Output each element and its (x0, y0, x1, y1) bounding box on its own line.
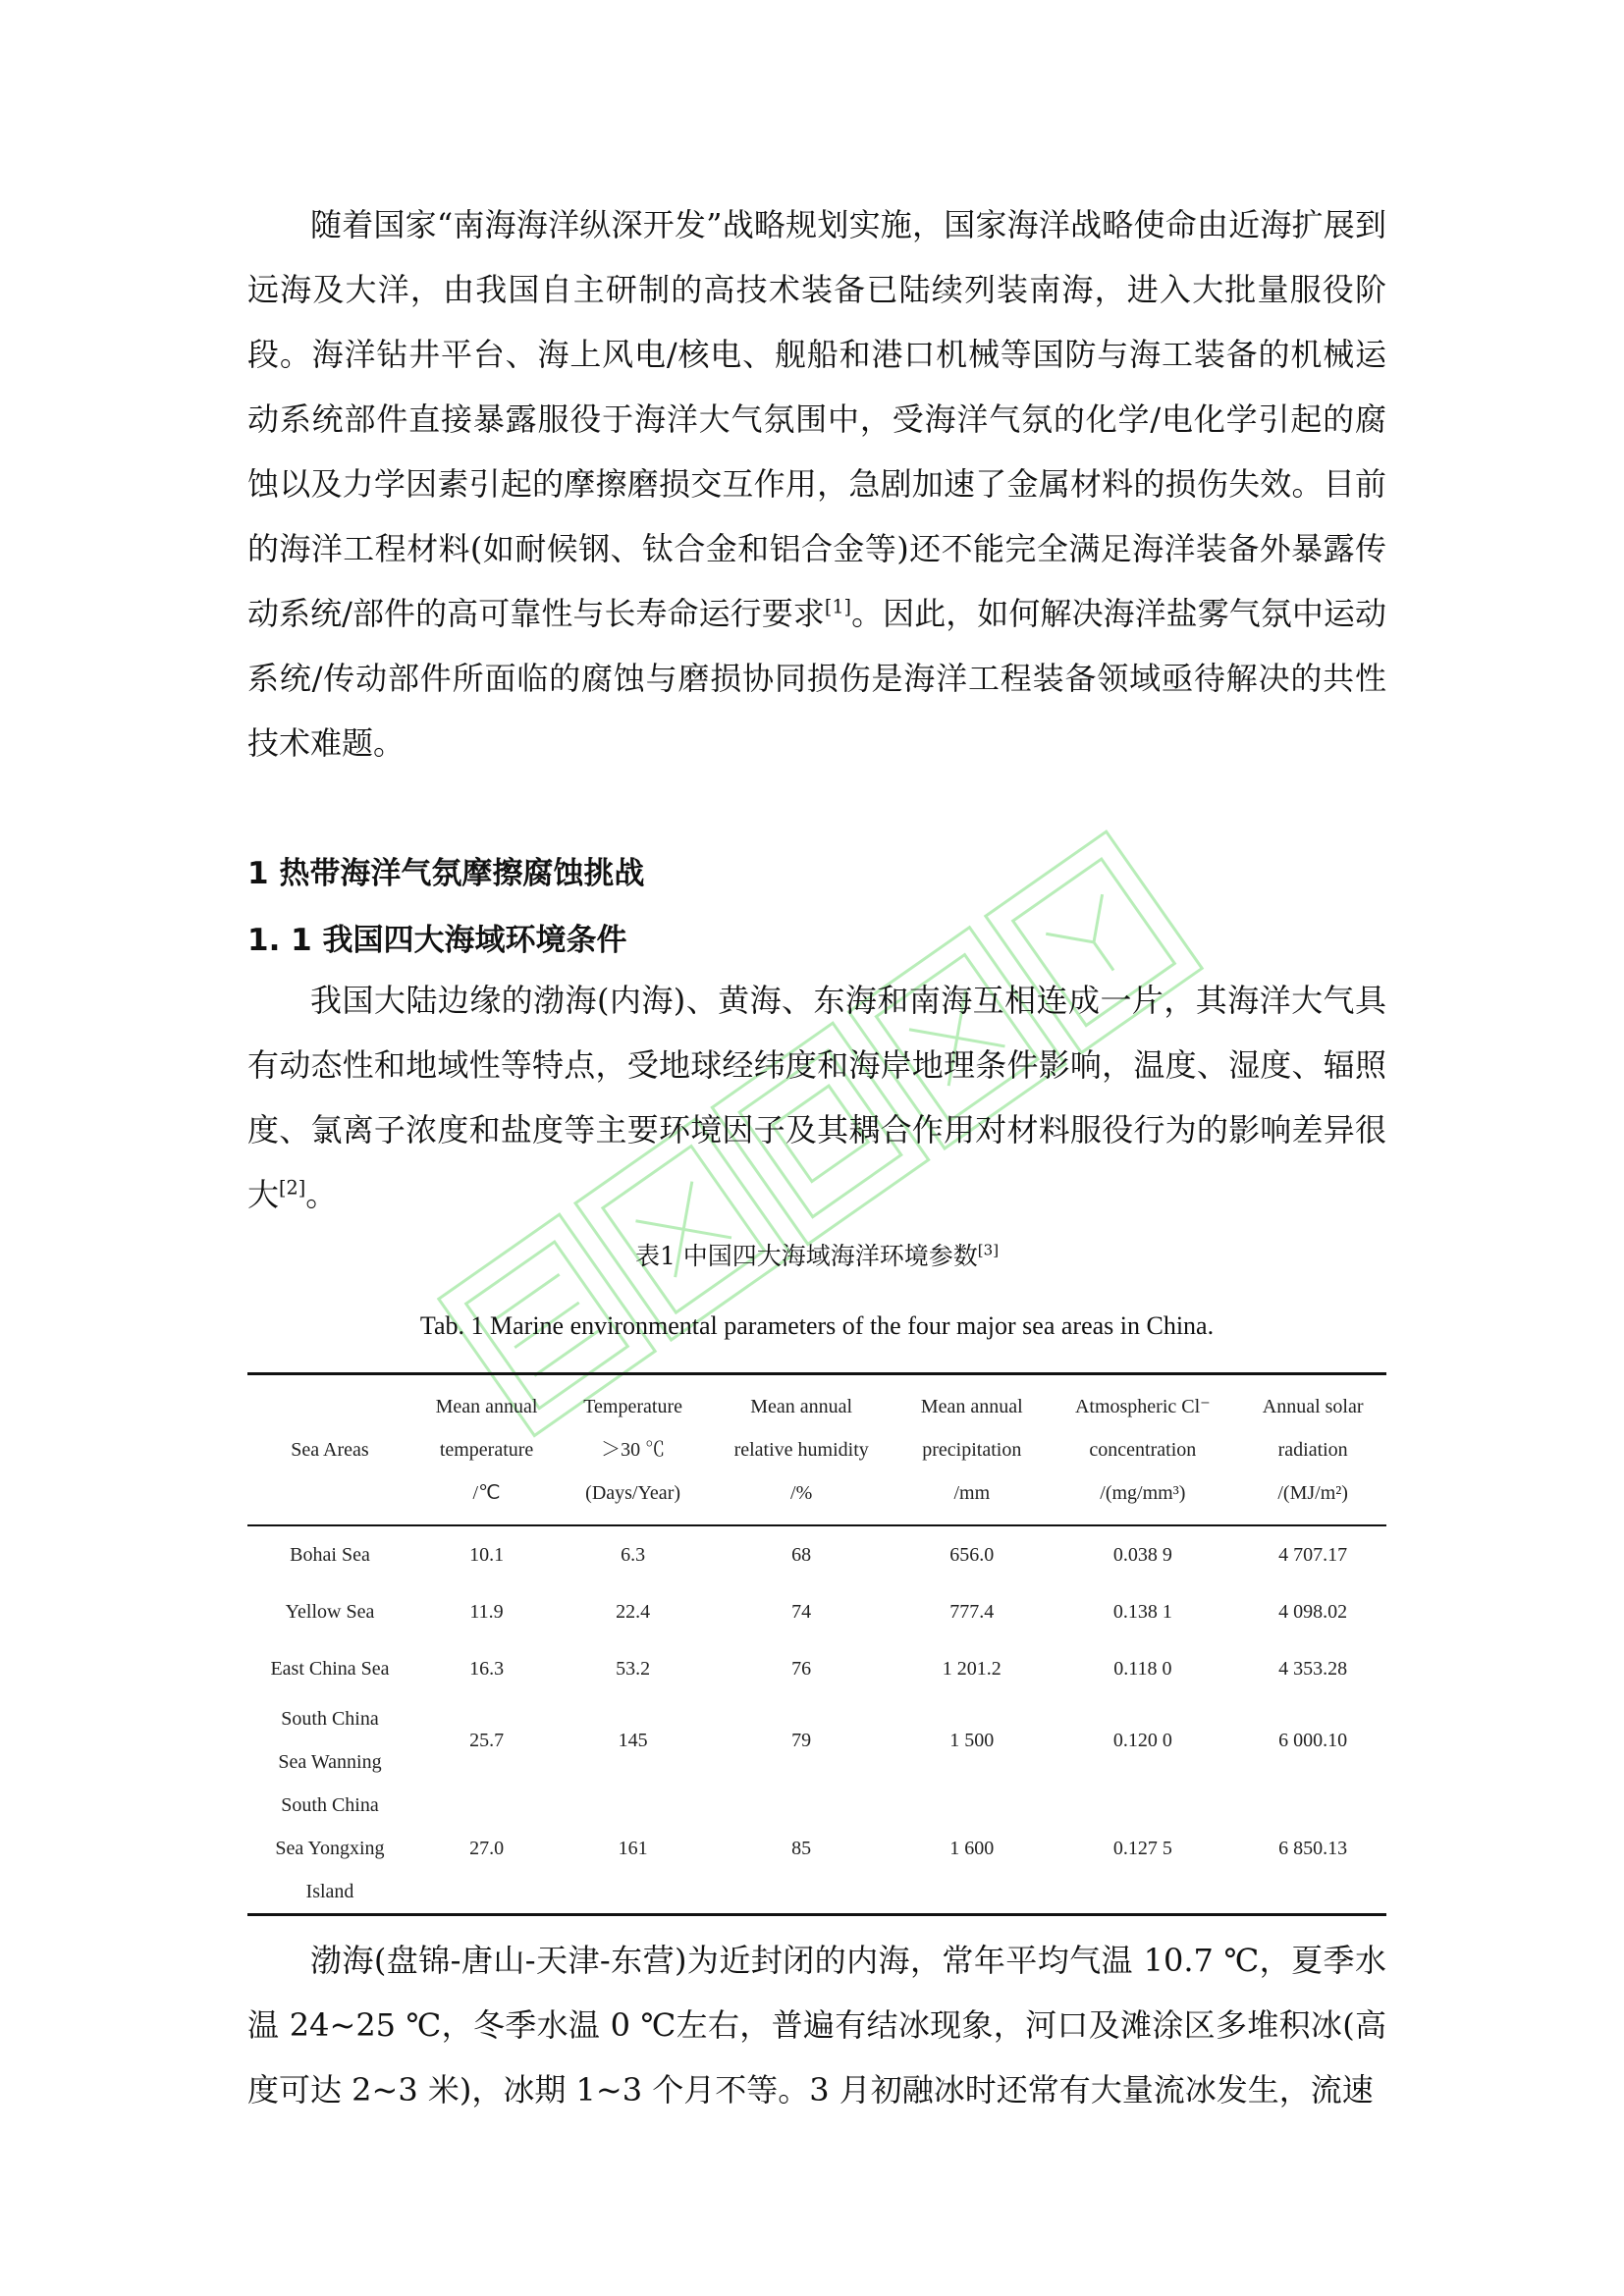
cell-precip: 1 600 (949, 1838, 995, 1859)
cell-temp: 27.0 (469, 1838, 505, 1859)
cell-solar: 6 000.10 (1278, 1730, 1348, 1751)
intro-citation[interactable]: [1] (824, 595, 852, 618)
cell-temp: 16.3 (469, 1658, 505, 1680)
cell-area: East China Sea (270, 1658, 390, 1680)
section-heading-1: 1 热带海洋气氛摩擦腐蚀挑战 (247, 856, 645, 891)
cell-humidity: 85 (791, 1838, 812, 1859)
cell-precip: 777.4 (949, 1601, 995, 1623)
cell-humidity: 79 (791, 1730, 812, 1751)
table-row (247, 1525, 1386, 1583)
table-caption-cn-text: 表1 中国四大海域海洋环境参数 (634, 1242, 978, 1270)
cell-humidity: 76 (791, 1658, 812, 1680)
table-row (247, 1697, 1386, 1784)
cell-humidity: 68 (791, 1544, 812, 1566)
cell-precip: 656.0 (949, 1544, 995, 1566)
para3-text: 渤海(盘锦-唐山-天津-东营)为近封闭的内海，常年平均气温 10.7 ℃，夏季水温 24~25 ℃，冬季水温 0 ℃左右，普遍有结冰现象，河口及滩涂区多堆积冰(高度可达 2~3 米)，冰期 1~3 个月不等。3 月初融冰时还常有大量流冰发生，流速 (247, 1942, 1386, 2109)
cell-solar: 4 707.17 (1278, 1544, 1348, 1566)
para2-citation[interactable]: [2] (279, 1176, 306, 1200)
cell-area: Yellow Sea (285, 1601, 375, 1623)
section-heading-1-1: 1. 1 我国四大海域环境条件 (247, 923, 627, 958)
header-precipitation: Mean annual precipitation /mm (920, 1396, 1023, 1504)
para2-text: 我国大陆边缘的渤海(内海)、黄海、东海和南海互相连成一片，其海洋大气具有动态性和地域性等特点，受地球经纬度和海岸地理条件影响，温度、湿度、辐照度、氯离子浓度和盐度等主要环境因子及其耦合作用对材料服役行为的影响差异很大 (247, 982, 1386, 1213)
cell-solar: 4 353.28 (1278, 1658, 1348, 1680)
cell-cl: 0.118 0 (1113, 1658, 1172, 1680)
intro-text: 随着国家“南海海洋纵深开发”战略规划实施，国家海洋战略使命由近海扩展到远海及大洋，由我国自主研制的高技术装备已陆续列装南海，进入大批量服役阶段。海洋钻井平台、海上风电/核电、舰船和港口机械等国防与海工装备的机械运动系统部件直接暴露服役于海洋大气氛围中，受海洋气氛的化学/电化学引起的腐蚀以及力学因素引起的摩擦磨损交互作用，急剧加速了金属材料的损伤失效。目前的海洋工程材料(如耐候钢、钛合金和铝合金等)还不能完全满足海洋装备外暴露传动系统/部件的高可靠性与长寿命运行要求 (247, 206, 1386, 632)
cell-days: 145 (618, 1730, 648, 1751)
sea-environment-table (247, 1372, 1386, 1916)
cell-temp: 11.9 (469, 1601, 504, 1623)
cell-cl: 0.138 1 (1112, 1601, 1172, 1623)
table-row (247, 1583, 1386, 1640)
cell-precip: 1 201.2 (942, 1658, 1001, 1680)
intro-text-tail: 。因此，如何解决海洋盐雾气氛中运动系统/传动部件所面临的腐蚀与磨损协同损伤是海洋工程装备领域亟待解决的共性技术难题。 (247, 595, 1386, 762)
cell-temp: 10.1 (469, 1544, 505, 1566)
intro-paragraph (247, 192, 1386, 775)
cell-precip: 1 500 (949, 1730, 995, 1751)
cell-cl: 0.038 9 (1112, 1544, 1172, 1566)
header-chloride: Atmospheric Cl⁻ concentration /(mg/mm³) (1074, 1396, 1211, 1504)
cell-days: 22.4 (616, 1601, 651, 1623)
cell-days: 161 (618, 1838, 648, 1859)
paragraph-3 (247, 1928, 1386, 2122)
header-mean-temperature: Mean annual temperature /℃ (435, 1396, 538, 1504)
cell-solar: 4 098.02 (1278, 1601, 1348, 1623)
cell-cl: 0.127 5 (1112, 1838, 1172, 1859)
table-row (247, 1784, 1386, 1915)
cell-area: Bohai Sea (290, 1544, 370, 1566)
cell-temp: 25.7 (469, 1730, 505, 1751)
para2-text-tail: 。 (305, 1176, 338, 1213)
table-row (247, 1640, 1386, 1697)
cell-area: South China Sea Yongxing Island (275, 1794, 385, 1902)
header-sea-areas: Sea Areas (291, 1439, 369, 1461)
cell-solar: 6 850.13 (1278, 1838, 1348, 1859)
cell-days: 53.2 (616, 1658, 651, 1680)
cell-cl: 0.120 0 (1112, 1730, 1172, 1751)
header-humidity: Mean annual relative humidity /% (733, 1396, 869, 1504)
table-caption-en: Tab. 1 Marine environmental parameters of the four major sea areas in China. (419, 1311, 1215, 1340)
cell-days: 6.3 (621, 1544, 646, 1566)
table-header-row (247, 1374, 1386, 1526)
table-caption-cn (247, 1237, 1386, 1272)
cell-humidity: 74 (791, 1601, 812, 1623)
cell-area: South China Sea Wanning (278, 1708, 382, 1773)
header-solar-radiation: Annual solar radiation /(MJ/m²) (1262, 1396, 1364, 1504)
paragraph-2 (247, 968, 1386, 1227)
header-hot-days: Temperature ＞30 ℃ (Days/Year) (583, 1396, 682, 1504)
table-caption-citation[interactable]: [3] (977, 1241, 1000, 1259)
